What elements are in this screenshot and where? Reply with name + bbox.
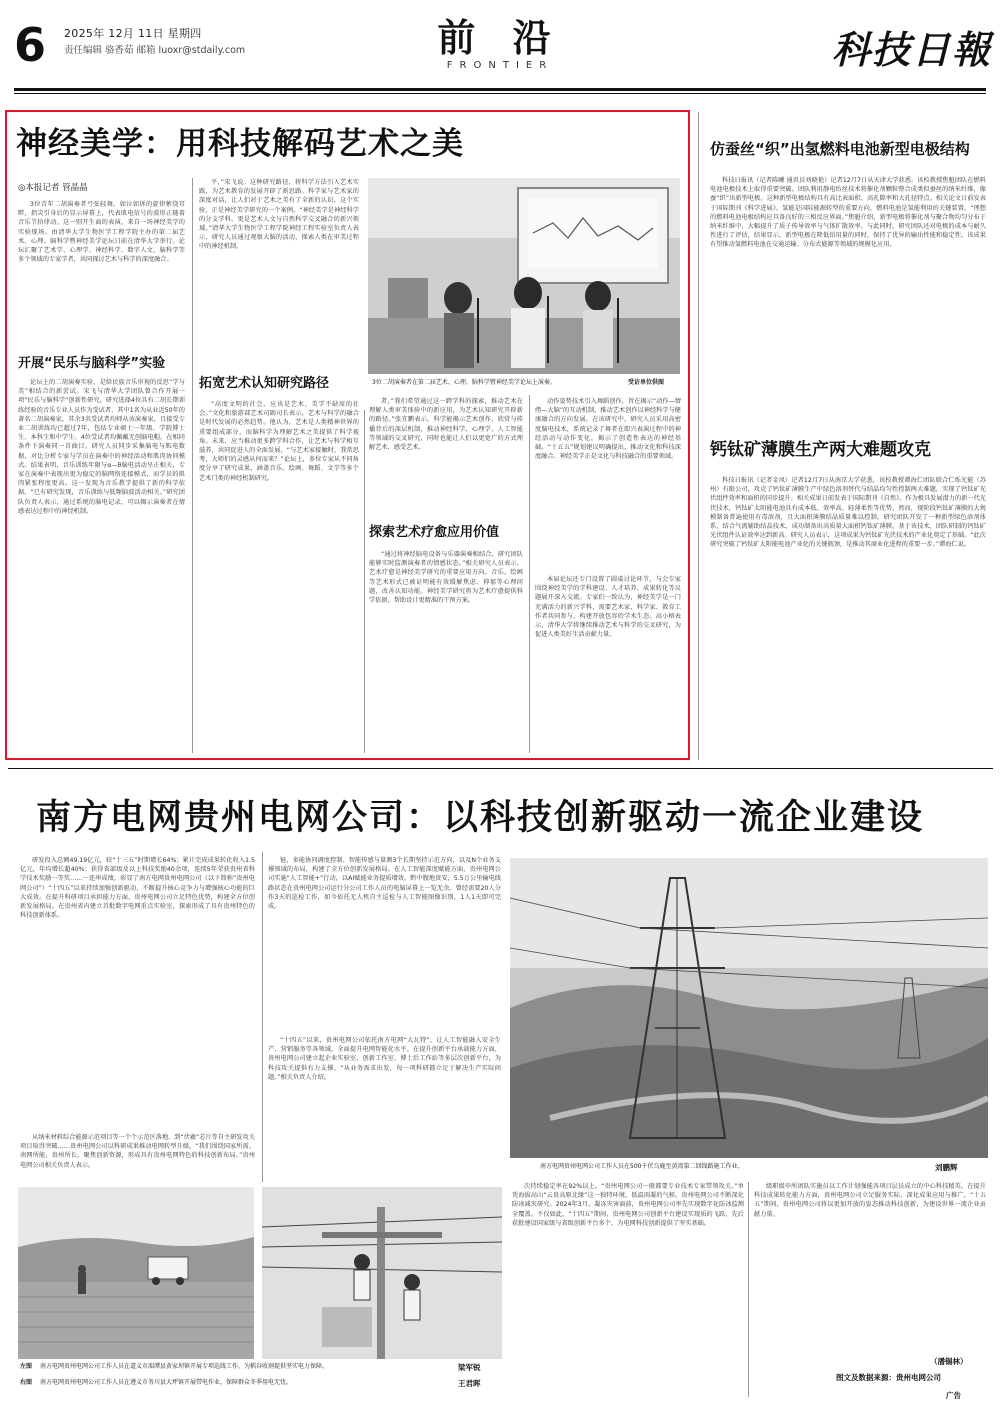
column-divider xyxy=(192,178,193,753)
article1-subheading-1: 开展“民乐与脑科学”实验 xyxy=(18,356,166,371)
article2-signature: （潘锡林） xyxy=(930,1357,968,1366)
article2-col3-text: 次持续稳定率在92%以上。“贵州电网公司一般都要专业技术专家带领攻关。”单凭海拔高山“云贵高原北缘”这一独特环境，低温雨凝的气候，贵州电网公司不断深化防冰减灾研究。2024年3月，凝冻灾害面前，贵州电网公司率先实现数字化防冰监测全覆盖。不仅如此，“十四五”期间，贵州电网公司创新平台建设实现质的飞跃，先后获批建设国家级与省级创新平台多个，为电网科技创新提供了坚实基础。 xyxy=(512,1183,744,1227)
right-photo-label: 右图 xyxy=(20,1379,33,1386)
article2-source: 图文及数据来源：贵州电网公司 xyxy=(836,1373,941,1382)
section-title: 前 沿 xyxy=(437,16,563,60)
news1-headline: 仿蚕丝“织”出氢燃料电池新型电极结构 xyxy=(710,140,970,158)
issue-date: 2025年 12月 11日 星期四 xyxy=(64,27,202,40)
masthead-rule xyxy=(14,88,986,91)
right-photo-caption: 南方电网贵州电网公司工作人员在遵义市务川县大坪镇开展带电作业，保障群众冬季用电无忧。 xyxy=(40,1379,293,1386)
article1-byline: ◎本报记者 管晶晶 xyxy=(18,183,88,193)
article2-col1-text: 研发投入总额49.19亿元，较“十三五”时期增长64%；累计完成成果转化收入1.5亿元，年均增长超40%；获得省部级及以上科技奖励40余项，连续5年荣获贵州省科学技术奖励一等奖……一连串成绩，彰显了南方电网贵州电网公司（以下简称“贵州电网公司”）“十四五”以来持续加强创新驱动、不断提升核心竞争力与增强核心功能的巨大成效。在提升科研项目承担能力方面，贵州电网公司立足特色优势，构建全方位创新发展格局。在贵州省内建立首批数字电网重点实验室，探索形成了具有贵州特色的科技创新体系。 xyxy=(20,857,255,920)
article1-col4b-text: 本届论坛还专门设置了圆桌讨论环节，与会专家围绕神经美学的学科建设、人才培养、成果转化等议题展开深入交流。专家们一致认为，神经美学是一门充满活力的新兴学科，需要艺术家、科学家、教育工作者共同参与，构建开放包容的学术生态。高小榕表示，清华大学将继续推动艺术与科学的交叉研究，为促进人类美好生活贡献力量。 xyxy=(535,576,681,639)
article2-headline: 南方电网贵州电网公司：以科技创新驱动一流企业建设 xyxy=(36,798,925,838)
column-divider xyxy=(748,1182,749,1397)
left-photo-caption: 南方电网贵州电网公司工作人员在道义市湄潭县黄家坝镇开展专项巡线工作，为稻谷收割提供坚实电力保障。 xyxy=(40,1363,329,1370)
article1-col1-text: 3位青年二胡演奏者弓弦轻舞，如泣如诉的旋律萦绕耳畔，指尖引身后的显示屏幕上，代表肌电信号的波形正随着音乐节拍律动。这一别开生面的表演，来自一场神经美学的实验现场。由清华大学生物医学工程学院主办的第二届艺术、心理、脑科学暨神经美学论坛日前在清华大学举行。论坛汇聚了艺术学、心理学、神经科学、数字人文、脑科学等多个领域的专家学者，共同探讨艺术与科学的深度融合。 xyxy=(18,201,185,264)
ad-label: 广告 xyxy=(946,1391,961,1400)
article2-main-caption: 南方电网贵州电网公司工作人员在500千伏乌鹿至黄湾第二回线路施工作业。 xyxy=(540,1163,744,1170)
article2-main-credit: 刘鹏辉 xyxy=(935,1163,958,1172)
news2-headline: 钙钛矿薄膜生产两大难题攻克 xyxy=(710,440,931,460)
article1-subheading-2: 拓宽艺术认知研究路径 xyxy=(199,376,330,391)
transmission-tower-photo xyxy=(510,858,988,1158)
column-divider xyxy=(529,395,530,753)
news2-body: 科技日报讯（记者金凤）记者12月7日从南京大学获悉，该校教授谭海仁团队联合仁烁光能（苏州）有限公司，攻克了钙钛矿薄膜生产中绿色溶剂替代与结晶均匀性控制两大难题，实现了钙钛矿光伏组件效率和面积的同步提升。相关成果日前发表于国际期刊《自然》。作为极具发展潜力的新一代光伏技术，钙钛矿太阳能电池具有成本低、效率高、轻薄柔性等优势。然而，现阶段钙钛矿薄膜的大规模制备普遍使用有毒溶剂，且大面积薄膜结晶质量难以控制。研究团队开发了一种新型绿色溶剂体系，结合气流辅助结晶技术，成功制备出高质量大面积钙钛矿薄膜。基于该技术，团队研制的钙钛矿光伏组件认证效率达到新高。研究人员表示，这项成果为钙钛矿光伏技术的产业化奠定了基础。“此次研究突破了钙钛矿太阳能电池产业化的关键瓶颈，是推动其商业化进程的重要一步。”谭海仁说。 xyxy=(710,477,986,549)
article1-photo-caption: 3位二胡演奏者在第二届艺术、心理、脑科学暨神经美学论坛上演奏。 xyxy=(372,379,556,386)
article1-subheading-3: 探索艺术疗愈应用价值 xyxy=(369,525,500,540)
section-separator xyxy=(8,768,993,769)
left-photo-label: 左图 xyxy=(20,1363,33,1370)
column-divider xyxy=(364,410,365,753)
page-number: 6 xyxy=(14,18,47,72)
article1-col2-text: 平，”宋飞说。这种研究路径，将科学方法引入艺术实践，为艺术教育的发展开辟了新思路。科学家与艺术家的深度对话，让人们对于艺术之美有了全新的认识。这个实验，正是神经美学研究的一个案例。“神经美学是神经科学的分支学科，更是艺术人文与自然科学交叉融合的新兴领域。”清华大学生物医学工程学院神经工程实验室负责人表示，研究人员通过观察大脑的活动，探索人类在审美过程中的神经机制。 xyxy=(199,179,359,251)
newspaper-logo: 科技日報 xyxy=(832,27,993,72)
article1-headline: 神经美学：用科技解码艺术之美 xyxy=(16,126,464,162)
article1-photo-credit: 受访单位供图 xyxy=(628,379,665,386)
line-work-photo xyxy=(262,1187,502,1359)
column-divider xyxy=(262,852,263,1182)
article2-col2b-text: “十四五”以来，贵州电网公司依托南方电网“大瓦特”，让人工智能融入安全生产、营销服务等各领域，全面提升电网智能化水平。在提升创新平台承载能力方面，贵州电网公司建立起企业实验室、创新工作室、博士后工作站等多层次创新平台，为科技攻关提供有力支撑。“从业务需求出发，每一项科研都立足于解决生产实际问题。”相关负责人介绍。 xyxy=(268,1037,501,1081)
section-subtitle: FRONTIER xyxy=(446,60,554,71)
article1-col1b-text: 论坛上的二胡演奏实验，是给民族音乐审视的反思“学与美”相结合的新尝试。宋飞与清华大学团队曾合作开展一项“民乐与脑科学”创新性研究。研究选择4位具有二胡长期训练经验的音乐专业人员作为受试者，其中1名为从业近50年的著名二胡演奏家，其余3名受试者均师从该演奏家，且接受专业二胡训练均已超过7年，包括专业硕士一年级、学院博士生、本科生和中学生。4位受试者均佩戴无创脑电帽，在相同条件下演奏同一首曲目。研究人员同步采集脑电与肌电数据，对比分析专家与学员在演奏中的神经活动和肌肉协同模式。结果表明，音乐训练年限与α—θ脑电活动呈正相关，专家在演奏中表现出更为稳定的脑网络连接模式，而学员的肌肉紧张程度更高。这一发现为音乐教学提供了新的科学依据。“已有研究发现，音乐训练与低频脑波活动相关。”研究团队负责人表示，通过系统的脑电记录，可以揭示演奏者在情感表达过程中的神经机制。 xyxy=(18,379,185,515)
article2-col4-text: 级职级申所团队实施员以工作计划强能各项目层员成立的中心科技精英。在提升科技成果转化能力方面，贵州电网公司立足服务实际，深化成果应用与推广，“十五五”期间，贵州电网公司将以更加开放的姿态推动科技创新，为建设世界一流企业贡献力量。 xyxy=(754,1183,986,1218)
column-divider xyxy=(698,112,699,760)
news1-body: 科技日报讯（记者陈曦 通讯员刘晓艳）记者12月7日从天津大学获悉，该校教授焦魁团队在燃料电池电极技术上取得重要突破。团队利用静电纺丝技术将催化剂颗粒整合成类似蚕丝的纳米纤维，像蚕“织”出新型电极。这种新型电极结构具有高比表面积、高孔隙率和大孔径特点。相关论文日前发表于国际期刊《科学进展》。氢能是国际能源转型的重要方向，燃料电池是氢能利用的关键装置。“理想的燃料电池电极结构应具备良好的三相反应界面。”焦魁介绍，新型电极将催化剂与聚合物均匀分布于纳米纤维中，大幅提升了质子传导效率与气体扩散效率。与此同时，研究团队还对电极的成本与耐久性进行了评估，结果显示，新型电极在降低铂用量的同时，保持了优异的输出性能和稳定性。该成果有望推动氢燃料电池在交通运输、分布式能源等领域的规模化应用。 xyxy=(710,177,986,249)
article1-col4-text: 动作姿势技术引入舞蹈创作，旨在揭示“动作—情绪—大脑”的互动机制，推动艺术创作以神经科学与健康融合的方向发展。在该研究中，研究人员采用高密度脑电技术，系统记录了舞者在即兴表演过程中的神经活动与动作变化，揭示了创造性表达的神经基础。“十五五”规划建议明确提出，推动文化和科技深度融合。神经美学正是文化与科技融合的重要领域。 xyxy=(535,398,681,461)
right-photo-credit: 王君晖 xyxy=(458,1379,481,1388)
masthead-rule-thin xyxy=(14,93,986,94)
left-photo-credit: 梁军锐 xyxy=(458,1363,481,1372)
patrol-field-photo xyxy=(18,1187,254,1359)
article2-col2-text: 链，多能协同调度控制、智能传感与量测3个长期坚持示范方向，以及N个业务支撑领域的布局，构建了全方位创新发展格局。在人工智能深度赋能方面，贵州电网公司实施“人工智能+”行动，以AI赋能业务提质增效。黔中腹地贵安，5.5万公里输电线路状态在贵州电网公司运行分公司工作人员的电脑屏幕上一览无余。曾经需要20人分作3天的巡检工作，如今依托无人机自主巡检与人工智能图像识别，1人1天即可完成。 xyxy=(268,857,501,911)
article2-col1b-text: 从纳米材料综合能源示范项目等一个个示范区落地，到“伏羲”芯片等自主研发攻关项目取得突破……贵州电网公司以科研成果推动电网转型升级。“我们围绕国家所需、南网所能、贵州所长，聚焦创新资源，形成具有贵州电网特色的科技创新布局。”贵州电网公司相关负责人表示。 xyxy=(20,1134,255,1169)
editor-info: 责任编辑 骆香茹 邮箱 luoxr@stdaily.com xyxy=(64,45,246,56)
article1-col2b-text: “高度文明的社会，应该是艺术、美学不缺席的社会。”文化和旅游部艺术司副司长表示，艺术与科学的融合是时代发展的必然趋势。他认为，艺术是人类精神世界的重要组成部分，而脑科学为理解艺术之美提供了科学视角。未来，应当推动更多跨学科合作，让艺术与科学相互滋养，共同促进人的全面发展。“与艺术家接触时，我常思考，大师们的灵感从何而来？”论坛上，多位专家从不同角度分享了研究成果，涵盖音乐、绘画、舞蹈、文学等多个艺术门类的神经机制研究。 xyxy=(199,401,359,482)
article1-col3-text: 者，”我们希望通过这一跨学科的探索，推动艺术在理解人类审美体验中的新应用，为艺术认知研究开辟新的路径。”张宜鹏表示，科学能揭示艺术创作、欣赏与传播背后的深层机制，推动神经科学、心理学、人工智能等领域的交叉研究，同时也能让人们以更宽广的方式理解艺术、感受艺术。 xyxy=(369,398,523,452)
erhu-performance-photo xyxy=(368,178,680,374)
article1-col3b-text: “通过将神经脑电设备与乐器演奏相结合，研究团队能够实时监测演奏者的情感状态。”相关研究人员表示，艺术疗愈是神经美学研究的重要应用方向。音乐、绘画等艺术形式已被证明能有效缓解焦虑、抑郁等心理问题，改善认知功能。神经美学研究将为艺术疗愈提供科学依据，帮助设计更精准的干预方案。 xyxy=(369,551,523,605)
